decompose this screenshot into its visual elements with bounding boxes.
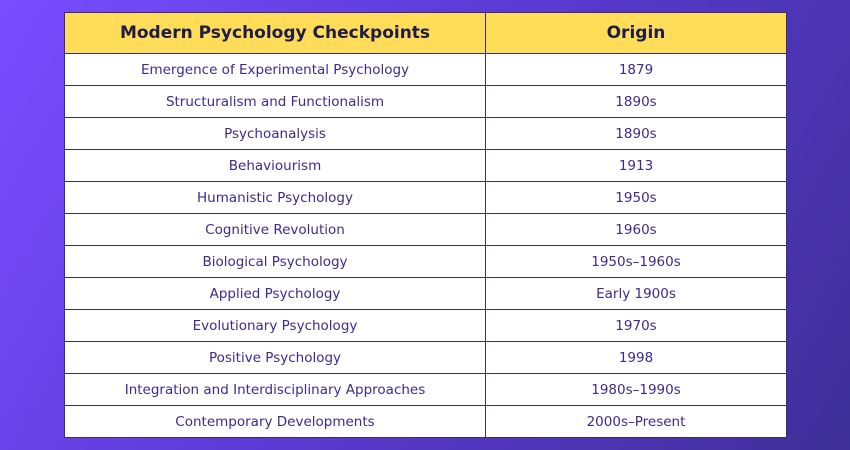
checkpoint-cell: Applied Psychology bbox=[65, 278, 486, 310]
checkpoint-cell: Structuralism and Functionalism bbox=[65, 86, 486, 118]
origin-cell: 1950s bbox=[486, 182, 787, 214]
table-body bbox=[65, 54, 787, 438]
table-row bbox=[65, 86, 787, 118]
checkpoint-cell: Emergence of Experimental Psychology bbox=[65, 54, 486, 86]
origin-cell: 1998 bbox=[486, 342, 787, 374]
table-row bbox=[65, 374, 787, 406]
table-row bbox=[65, 150, 787, 182]
origin-cell: 1890s bbox=[486, 118, 787, 150]
origin-cell: Early 1900s bbox=[486, 278, 787, 310]
table-row bbox=[65, 406, 787, 438]
table-row bbox=[65, 54, 787, 86]
table-row bbox=[65, 342, 787, 374]
table-row bbox=[65, 310, 787, 342]
checkpoint-cell: Contemporary Developments bbox=[65, 406, 486, 438]
table-header bbox=[65, 13, 787, 54]
header-origin: Origin bbox=[486, 13, 787, 54]
header-checkpoints: Modern Psychology Checkpoints bbox=[65, 13, 486, 54]
checkpoint-cell: Psychoanalysis bbox=[65, 118, 486, 150]
origin-cell: 1879 bbox=[486, 54, 787, 86]
header-row bbox=[65, 13, 787, 54]
table-row bbox=[65, 278, 787, 310]
psychology-checkpoints-table bbox=[64, 12, 787, 438]
checkpoint-cell: Integration and Interdisciplinary Approaches bbox=[65, 374, 486, 406]
origin-cell: 1970s bbox=[486, 310, 787, 342]
origin-cell: 1980s–1990s bbox=[486, 374, 787, 406]
checkpoint-cell: Cognitive Revolution bbox=[65, 214, 486, 246]
table-row bbox=[65, 182, 787, 214]
table-row bbox=[65, 214, 787, 246]
origin-cell: 2000s–Present bbox=[486, 406, 787, 438]
checkpoint-cell: Behaviourism bbox=[65, 150, 486, 182]
origin-cell: 1960s bbox=[486, 214, 787, 246]
checkpoint-cell: Biological Psychology bbox=[65, 246, 486, 278]
checkpoint-cell: Positive Psychology bbox=[65, 342, 486, 374]
checkpoint-cell: Humanistic Psychology bbox=[65, 182, 486, 214]
table-row bbox=[65, 118, 787, 150]
origin-cell: 1890s bbox=[486, 86, 787, 118]
checkpoint-cell: Evolutionary Psychology bbox=[65, 310, 486, 342]
origin-cell: 1913 bbox=[486, 150, 787, 182]
origin-cell: 1950s–1960s bbox=[486, 246, 787, 278]
table-row bbox=[65, 246, 787, 278]
